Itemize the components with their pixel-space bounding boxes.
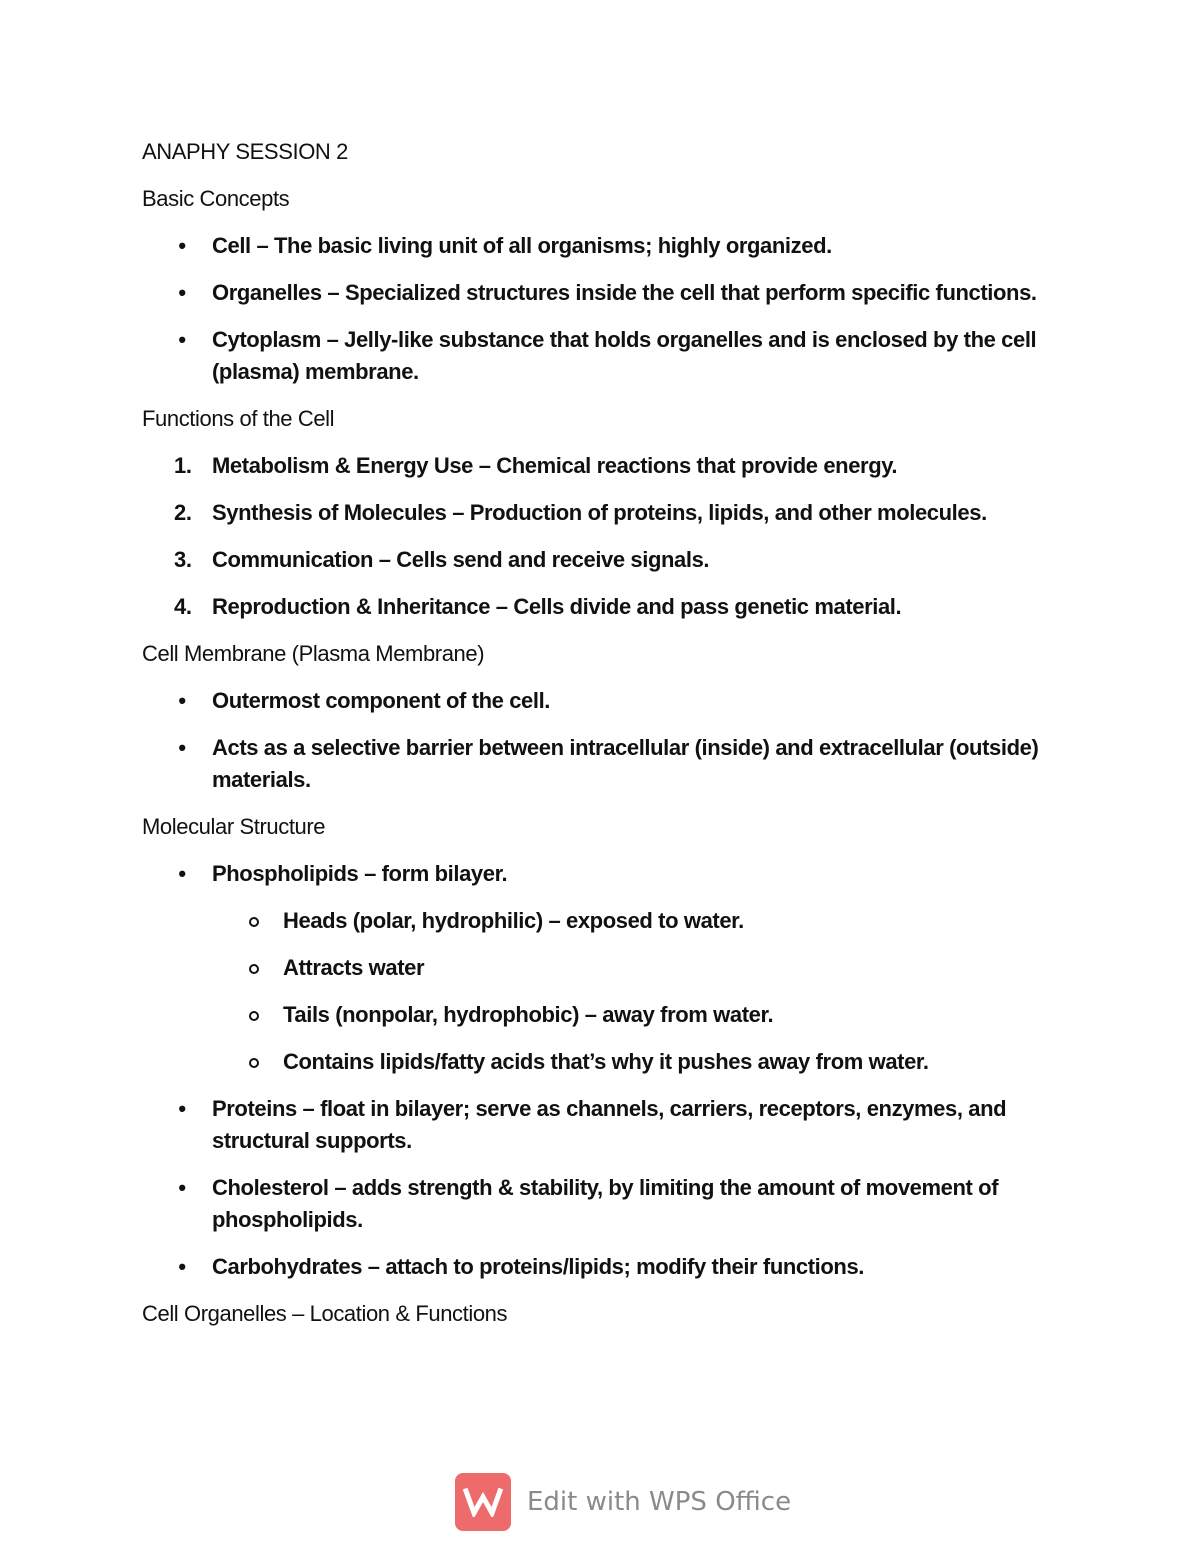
bullet-icon: • xyxy=(178,688,186,713)
list-item: • Cholesterol – adds strength & stability, by limiting the amount of movement of phospholipids. xyxy=(142,1172,1072,1236)
list-number: 4. xyxy=(174,594,192,619)
bullet-icon: • xyxy=(178,327,186,352)
bullet-list xyxy=(142,858,1072,1283)
list-item: 2. Synthesis of Molecules – Production of proteins, lipids, and other molecules. xyxy=(142,497,1072,529)
list-number: 2. xyxy=(174,500,192,525)
list-item: • Cytoplasm – Jelly-like substance that holds organelles and is enclosed by the cell (plasma) membrane. xyxy=(142,324,1072,388)
section-heading: Molecular Structure xyxy=(142,814,326,839)
list-item: 3. Communication – Cells send and receive signals. xyxy=(142,544,1072,576)
bullet-icon: • xyxy=(178,1175,186,1200)
numbered-list xyxy=(142,450,1072,623)
bullet-icon: • xyxy=(178,861,186,886)
sub-list-item: Contains lipids/fatty acids that’s why it pushes away from water. xyxy=(142,1046,1072,1078)
sub-list-item: Tails (nonpolar, hydrophobic) – away from water. xyxy=(142,999,1072,1031)
bullet-icon: • xyxy=(178,1096,186,1121)
list-item: 4. Reproduction & Inheritance – Cells divide and pass genetic material. xyxy=(142,591,1072,623)
hollow-bullet-icon xyxy=(249,964,259,974)
bullet-list xyxy=(142,230,1072,388)
hollow-bullet-icon xyxy=(249,1058,259,1068)
wps-logo-icon[interactable] xyxy=(455,1473,511,1531)
bullet-list xyxy=(142,685,1072,796)
list-item: 1. Metabolism & Energy Use – Chemical reactions that provide energy. xyxy=(142,450,1072,482)
document-page xyxy=(142,136,1072,1345)
wps-edit-banner[interactable] xyxy=(455,1473,791,1531)
section-heading: Basic Concepts xyxy=(142,186,290,211)
hollow-bullet-icon xyxy=(249,917,259,927)
bullet-icon: • xyxy=(178,735,186,760)
sub-list-item: Heads (polar, hydrophilic) – exposed to water. xyxy=(142,905,1072,937)
list-number: 1. xyxy=(174,453,192,478)
wps-edit-label[interactable]: Edit with WPS Office xyxy=(527,1487,792,1517)
hollow-bullet-icon xyxy=(249,1011,259,1021)
list-item: • Acts as a selective barrier between intracellular (inside) and extracellular (outside) materials. xyxy=(142,732,1072,796)
wps-w-glyph xyxy=(463,1487,503,1517)
bullet-icon: • xyxy=(178,280,186,305)
list-item: • Carbohydrates – attach to proteins/lipids; modify their functions. xyxy=(142,1251,1072,1283)
list-item: • Phospholipids – form bilayer. Heads (polar, hydrophilic) – exposed to water. Attracts water Tails (nonpolar, hydrophobic) – away from water. Contains lipids/fatty acids that’s why it pushes away from water. xyxy=(142,858,1072,1078)
section-heading: Cell Membrane (Plasma Membrane) xyxy=(142,641,485,666)
sub-list xyxy=(142,905,1072,1078)
list-number: 3. xyxy=(174,547,192,572)
section-heading: Cell Organelles – Location & Functions xyxy=(142,1301,508,1326)
list-item: • Outermost component of the cell. xyxy=(142,685,1072,717)
document-title: ANAPHY SESSION 2 xyxy=(142,139,348,164)
list-item: • Cell – The basic living unit of all organisms; highly organized. xyxy=(142,230,1072,262)
bullet-icon: • xyxy=(178,1254,186,1279)
list-item: • Organelles – Specialized structures inside the cell that perform specific functions. xyxy=(142,277,1072,309)
section-heading: Functions of the Cell xyxy=(142,406,335,431)
list-item: • Proteins – float in bilayer; serve as channels, carriers, receptors, enzymes, and structural supports. xyxy=(142,1093,1072,1157)
sub-list-item: Attracts water xyxy=(142,952,1072,984)
bullet-icon: • xyxy=(178,233,186,258)
